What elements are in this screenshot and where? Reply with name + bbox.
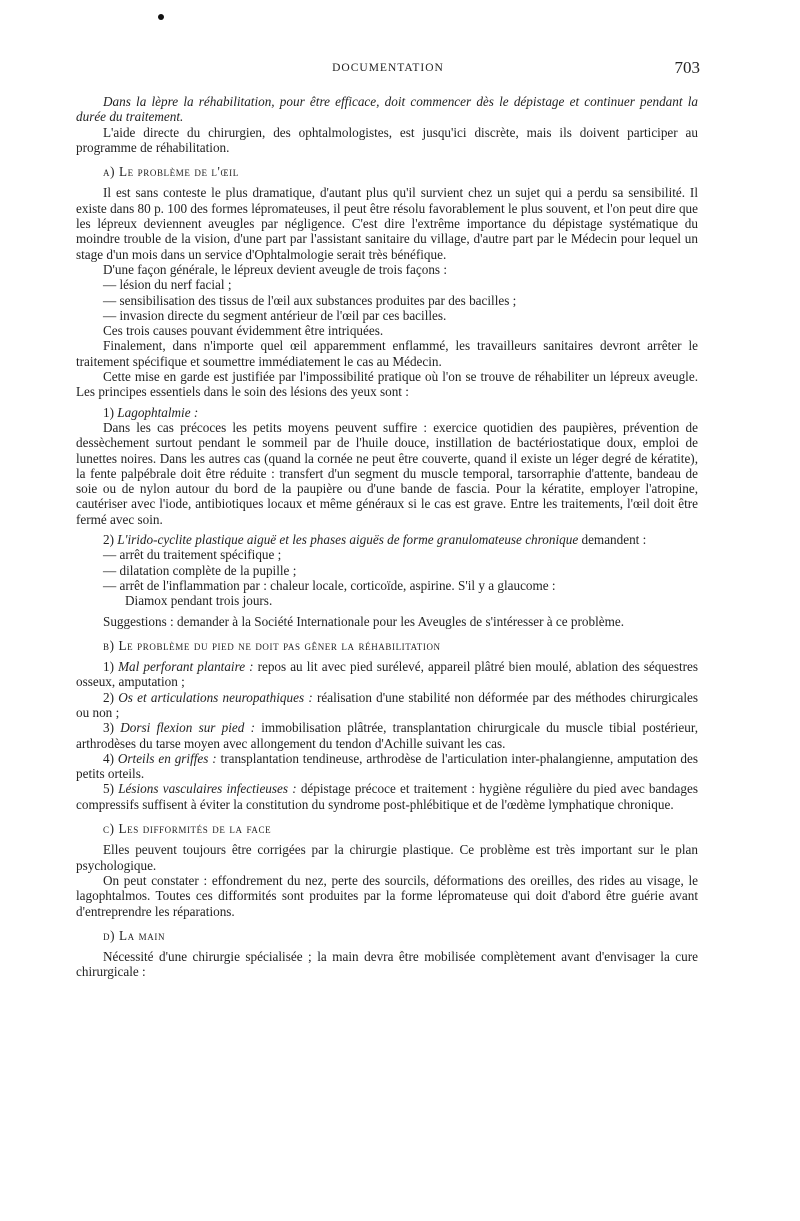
list-item: — arrêt du traitement spécifique ;: [103, 547, 282, 563]
page-body: [76, 94, 698, 980]
paragraph: Elles peuvent toujours être corrigées par la chirurgie plastique. Ce problème est très important sur le plan psychologique.: [76, 842, 698, 873]
list-item: — invasion directe du segment antérieur de l'œil par ces bacilles.: [103, 307, 447, 323]
intro-italic-paragraph: Dans la lèpre la réhabilitation, pour être efficace, doit commencer dès le dépistage et continuer pendant la durée du traitement.: [76, 94, 698, 125]
item-title: Mal perforant plantaire :: [118, 659, 254, 675]
section-d-heading: d) La main: [103, 927, 166, 943]
paragraph: Suggestions : demander à la Société Internationale pour les Aveugles de s'intéresser à ce problème.: [103, 613, 625, 629]
item-number: 4): [103, 750, 114, 766]
list-item: — sensibilisation des tissus de l'œil aux substances produites par des bacilles ;: [103, 292, 517, 308]
eye-item-2-heading: [76, 532, 698, 547]
item-title: Os et articulations neuropathiques :: [118, 689, 313, 705]
item-text: repos au lit avec pied surélevé, appareil plâtré bien moulé, ablation des séquestres osseux, amputation ;: [76, 659, 698, 690]
paragraph: Il est sans conteste le plus dramatique, d'autant plus qu'il survient chez un sujet qui a perdu sa sensibilité. Il existe dans 80 p. 100 des formes lépromateuses, il peut être résolu favorablement le plus souvent, et l'on peut dire que les lépreux deviennent aveugles par négligence. C'est dire l'extrême importance du dépistage systématique du moindre trouble de la vision, d'une part par l'assistant sanitaire du village, d'autre part par le Médecin pour lequel un stage d'un mois dans un service d'Ophtalmologie serait très bénéfique.: [76, 185, 698, 262]
item-text: immobilisation plâtrée, transplantation chirurgicale du muscle tibial postérieur, arthrodèses du tarse moyen avec allongement du tendon d'Achille suivant les cas.: [76, 720, 698, 751]
item-title: Lagophtalmie :: [117, 404, 199, 420]
item-number: 3): [103, 720, 114, 736]
foot-item: [76, 720, 698, 751]
paragraph: On peut constater : effondrement du nez, perte des sourcils, déformations des oreilles, des rides au visage, le lagophtalmos. Toutes ces difformités sont produites par la forme lépromateuse qui doit d'abord être guérie avant d'entreprendre les réparations.: [76, 872, 698, 919]
paragraph: Cette mise en garde est justifiée par l'impossibilité pratique où l'on se trouve de réhabiliter un lépreux aveugle. Les principes essentiels dans le soin des lésions des yeux sont :: [76, 369, 698, 400]
page-number: 703: [674, 58, 700, 77]
item-suffix: demandent :: [578, 532, 647, 548]
foot-item: [76, 690, 698, 721]
item-number: 1): [103, 404, 114, 420]
item-title: Lésions vasculaires infectieuses :: [118, 781, 297, 797]
section-a-heading: a) Le problème de l'œil: [103, 164, 239, 180]
paragraph: Dans les cas précoces les petits moyens peuvent suffire : exercice quotidien des paupières, prévention de dessèchement surtout pendant le sommeil par de l'huile douce, instillation de bactériostatique doux, emploi de lunettes noires. Dans les autres cas (quand la cornée ne peut être couverte, quand il existe un léger degré de kératite), la fente palpébrale doit être réduite : transfert d'un segment du muscle temporal, tarsorraphie d'attente, bandeau de soie ou de nylon autour du bord de la paupière ou d'une bande de fascia. Pour la kératite, employer l'atropine, cautériser avec l'iode, antibiotiques locaux et même généraux si le cas est grave. Entre les traitements, l'œil doit être fermé avec soin.: [76, 419, 698, 527]
item-title: Dorsi flexion sur pied :: [120, 720, 255, 736]
running-header: [76, 58, 700, 80]
list-item: — arrêt de l'inflammation par : chaleur locale, corticoïde, aspirine. S'il y a glaucome :: [103, 577, 556, 593]
item-number: 2): [103, 689, 114, 705]
list-item: — lésion du nerf facial ;: [103, 277, 232, 293]
item-number: 5): [103, 781, 114, 797]
item-number: 2): [103, 532, 114, 548]
eye-item-1-heading: [76, 405, 698, 420]
paragraph: Nécessité d'une chirurgie spécialisée ; la main devra être mobilisée complètement avant d'envisager la cure chirurgicale :: [76, 949, 698, 980]
section-c-heading: c) Les difformités de la face: [103, 821, 272, 837]
item-text: dépistage précoce et traitement : hygiène régulière du pied avec bandages compressifs suffisent à éviter la constitution du syndrome post-phlébitique et de l'œdème lymphatique chronique.: [76, 781, 698, 812]
ink-dot: [158, 14, 164, 20]
paragraph: D'une façon générale, le lépreux devient aveugle de trois façons :: [103, 261, 448, 277]
foot-item: [76, 659, 698, 690]
item-title: Orteils en griffes :: [117, 750, 217, 766]
item-text: réalisation d'une stabilité non déformée par des méthodes chirurgicales ou non ;: [76, 689, 698, 720]
foot-item: [76, 781, 698, 812]
section-b-heading: b) Le problème du pied ne doit pas gêner la réhabilitation: [103, 637, 441, 653]
item-text: transplantation tendineuse, arthrodèse de l'articulation inter-phalangienne, amputation des petits orteils.: [76, 750, 698, 782]
paragraph: Ces trois causes pouvant évidemment être intriquées.: [103, 323, 384, 339]
list-item-continuation: Diamox pendant trois jours.: [125, 593, 273, 609]
foot-item: [76, 751, 698, 782]
item-title: L'irido-cyclite plastique aiguë et les phases aiguës de forme granulomateuse chronique: [117, 532, 579, 548]
intro-paragraph: L'aide directe du chirurgien, des ophtalmologistes, est jusqu'ici discrète, mais ils doivent participer au programme de réhabilitation.: [76, 124, 698, 155]
item-number: 1): [103, 659, 114, 675]
paragraph: Finalement, dans n'importe quel œil apparemment enflammé, les travailleurs sanitaires devront arrêter le traitement spécifique et soumettre immédiatement le cas au Médecin.: [76, 338, 698, 369]
running-title: DOCUMENTATION: [332, 62, 444, 74]
list-item: — dilatation complète de la pupille ;: [103, 562, 297, 578]
